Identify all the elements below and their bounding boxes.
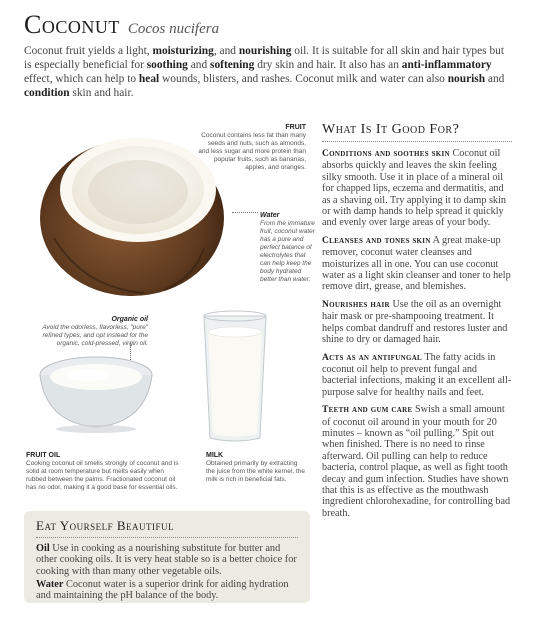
eat-yourself-beautiful-box <box>24 511 310 603</box>
caption-organic-oil: Organic oil Avoid the odorless, flavorless, "pure" refined types, and opt instead for the organic, cold-pressed, virgin oil. <box>42 316 148 347</box>
good-for-entry: Conditions and soothes skin Coconut oil absorbs quickly and leaves the skin feeling silky smooth. Use it in place of a mineral oil for chapped lips, eczema and dermatitis, and as a shaving oil. Try applying it to damp skin or with damp hands to help spread it quickly and evenly over large areas of your body. <box>322 148 506 229</box>
caption-water: Water From the immature fruit, coconut water has a pure and perfect balance of electrolytes that can help keep the body hydrated better than water. <box>260 212 315 283</box>
good-for-section <box>322 122 512 519</box>
good-for-entry: Nourishes hair Use the oil as an overnight hair mask or pre-shampooing treatment. It helps combat dandruff and restores luster and shine to dry or damaged hair. <box>322 298 508 346</box>
good-for-entry: Teeth and gum care Swish a small amount of coconut oil around in your mouth for 20 minutes – known as “oil pulling.” Spit out when finished. There is no need to rinse afterward. Oil pulling can help to reduce bacteria, control plaque, as well as fight tooth decay and gum infection. Studies have shown that this is as effective as the mouthwash ingredient chlorohexadine, for controlling bad breath. <box>322 404 511 519</box>
leader-line-organic-oil <box>130 342 132 360</box>
leader-line-water <box>232 212 258 213</box>
coconut-oil-bowl-image <box>36 345 156 435</box>
eat-box-divider <box>36 537 298 538</box>
eat-box-heading: Eat Yourself Beautiful <box>36 518 175 533</box>
good-for-heading: What Is It Good For? <box>322 122 512 142</box>
intro-paragraph: Coconut fruit yields a light, moisturizing, and nourishing oil. It is suitable for all skin and hair types but is especially beneficial for soothing and softening dry skin and hair. It also has an anti-inflammatory effect, which can help to heal wounds, blisters, and rashes. Coconut milk and water can also nourish and condition skin and hair. <box>24 45 505 99</box>
eat-box-water: Water Coconut water is a superior drink for aiding hydration and maintaining the pH balance of the body. <box>36 579 289 602</box>
caption-fruit-oil: FRUIT OIL Cooking coconut oil smells strongly of coconut and is solid at room temperature but melts easily when rubbed between the palms. Fractionated coconut oil has no odor, making it a good base for essential oils. <box>26 452 179 491</box>
caption-fruit: FRUIT Coconut contains less fat than many seeds and nuts, such as almonds, and less sugar and more protein than popular fruits, such as bananas, apples, and oranges. <box>198 124 306 171</box>
title-main: Coconut <box>24 10 120 39</box>
coconut-milk-glass-image <box>200 310 270 445</box>
caption-milk: MILK Obtained primarily by extracting the juice from the white kernel, the milk is rich in beneficial fats. <box>206 452 305 483</box>
eat-box-oil: Oil Use in cooking as a nourishing substitute for butter and other cooking oils. It is very heat stable so is a better choice for cooking with than many other vegetable oils. <box>36 543 297 577</box>
page-title <box>24 10 219 40</box>
title-scientific-name: Cocos nucifera <box>127 21 220 37</box>
good-for-entry: Acts as an antifungal The fatty acids in coconut oil help to prevent fungal and bacterial infections, making it an excellent all-purpose salve for healthy nails and feet. <box>322 351 512 398</box>
good-for-entry: Cleanses and tones skin A great make-up remover, coconut water cleanses and moisturizes all in one. You can use coconut water as a light skin cleanser and toner to help remove dirt, grease, and blemishes. <box>322 234 511 293</box>
